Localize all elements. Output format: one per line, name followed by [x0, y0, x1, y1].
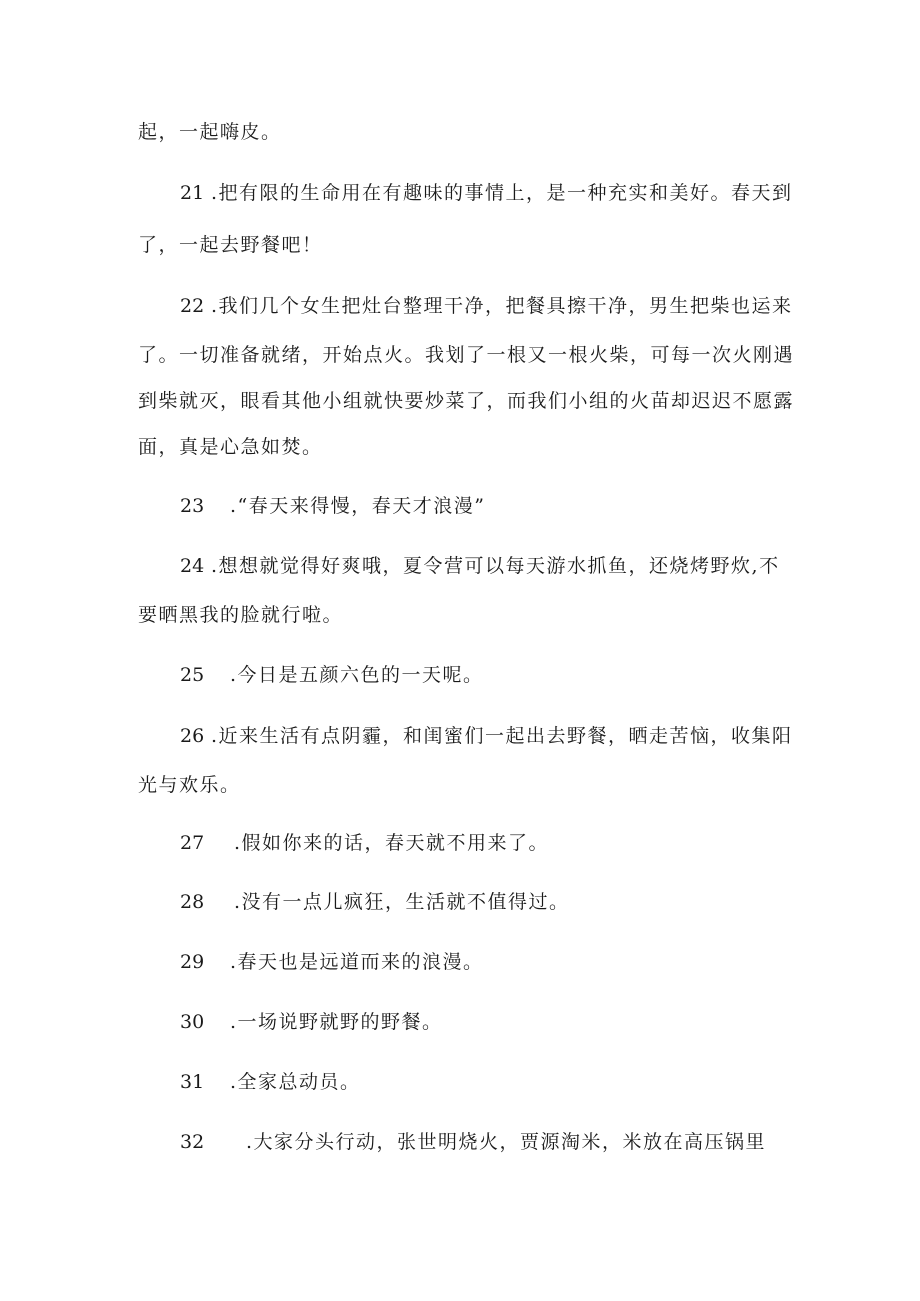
item-number: 26	[180, 725, 205, 747]
line-text: .假如你来的话，春天就不用来了。	[234, 832, 550, 854]
text-line	[0, 381, 920, 421]
item-number: 32	[180, 1131, 205, 1153]
item-number: 25	[180, 664, 205, 686]
list-item-32	[0, 1122, 920, 1162]
line-text: .“春天来得慢，春天才浪漫”	[230, 495, 486, 517]
line-text: .想想就觉得好爽哦，夏令营可以每天游水抓鱼，还烧烤野炊,不	[211, 555, 780, 577]
item-number: 30	[180, 1011, 205, 1033]
line-text: 了，一起去野餐吧！	[138, 234, 323, 256]
line-text: .一场说野就野的野餐。	[230, 1011, 443, 1033]
line-text: .大家分头行动，张世明烧火，贾源淘米，米放在高压锅里	[246, 1131, 767, 1153]
list-item-22	[0, 286, 920, 326]
item-number: 24	[180, 555, 205, 577]
line-text: 了。一切准备就绪，开始点火。我划了一根又一根火柴，可每一次火刚遇	[138, 344, 795, 366]
list-item-30	[0, 1002, 920, 1042]
list-item-21	[0, 173, 920, 213]
list-item-25	[0, 655, 920, 695]
list-item-23	[0, 486, 920, 526]
text-line	[0, 595, 920, 635]
line-text: 起，一起嗨皮。	[138, 121, 282, 143]
list-item-26	[0, 716, 920, 756]
item-number: 27	[180, 832, 205, 854]
text-line	[0, 335, 920, 375]
item-number: 31	[180, 1071, 205, 1093]
list-item-31	[0, 1062, 920, 1102]
line-text: 光与欢乐。	[138, 774, 241, 796]
item-number: 29	[180, 951, 205, 973]
line-text: 到柴就灭，眼看其他小组就快要炒菜了，而我们小组的火苗却迟迟不愿露	[138, 390, 795, 412]
list-item-24	[0, 546, 920, 586]
item-number: 28	[180, 891, 205, 913]
item-number: 21	[180, 182, 205, 204]
line-text: 要晒黑我的脸就行啦。	[138, 604, 344, 626]
text-line	[0, 225, 920, 265]
line-text: .全家总动员。	[230, 1071, 361, 1093]
line-text: .我们几个女生把灶台整理干净，把餐具擦干净，男生把柴也运来	[211, 295, 793, 317]
list-item-27	[0, 823, 920, 863]
item-number: 23	[180, 495, 205, 517]
line-text: .近来生活有点阴霾，和闺蜜们一起出去野餐，晒走苦恼，收集阳	[211, 725, 793, 747]
line-text: .把有限的生命用在有趣味的事情上，是一种充实和美好。春天到	[211, 182, 793, 204]
text-line	[0, 112, 920, 152]
list-item-28	[0, 882, 920, 922]
line-text: .春天也是远道而来的浪漫。	[230, 951, 484, 973]
line-text: .没有一点儿疯狂，生活就不值得过。	[234, 891, 570, 913]
item-number: 22	[180, 295, 205, 317]
text-line	[0, 427, 920, 467]
list-item-29	[0, 942, 920, 982]
line-text: .今日是五颜六色的一天呢。	[230, 664, 484, 686]
text-line	[0, 765, 920, 805]
line-text: 面，真是心急如焚。	[138, 436, 323, 458]
